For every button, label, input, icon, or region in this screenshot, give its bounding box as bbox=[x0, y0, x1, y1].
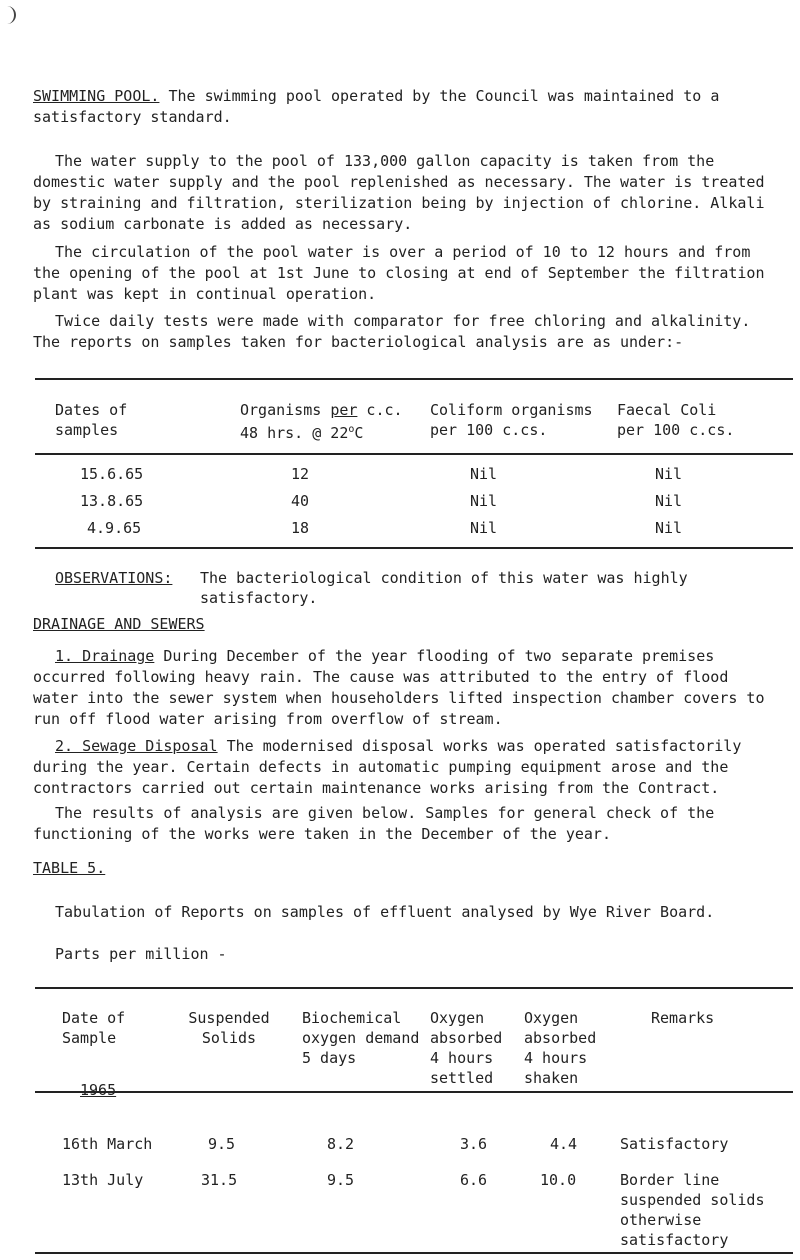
tests-paragraph: Twice daily tests were made with comparator for free chloring and alkalinity. The reports on samples taken for bacteriological analysis are as under:- bbox=[33, 312, 751, 351]
pool-col-header-dates: Dates of samples bbox=[55, 401, 128, 439]
drainage-heading: DRAINAGE AND SEWERS bbox=[33, 615, 205, 633]
pool-col-header-coliform: Coliform organisms per 100 c.cs. bbox=[430, 401, 593, 439]
page-edge-mark bbox=[4, 6, 16, 24]
pool-date: 4.9.65 bbox=[87, 519, 142, 537]
pool-date: 15.6.65 bbox=[80, 465, 144, 483]
pool-organisms: 12 bbox=[290, 465, 310, 483]
pool-coliform: Nil bbox=[470, 519, 498, 537]
table5-col-header-oxygen-shaken: Oxygen absorbed 4 hours shaken bbox=[524, 1009, 597, 1087]
table5-label: TABLE 5. bbox=[33, 859, 106, 877]
circulation-paragraph: The circulation of the pool water is over a period of 10 to 12 hours and from the opening of the pool at 1st June to closing at end of September the filtration plant was kept in continual operation. bbox=[33, 243, 765, 303]
pool-faecal: Nil bbox=[655, 465, 683, 483]
table5-oxygen-shaken: 4.4 bbox=[550, 1135, 578, 1153]
sewage-item-text: The modernised disposal works was operated satisfactorily during the year. Certain defects in automatic pumping equipment arose and the contractors carried out certain maintenance works arising from the Contract. bbox=[33, 737, 742, 797]
table5-oxygen-settled: 6.6 bbox=[460, 1171, 488, 1189]
pool-date: 13.8.65 bbox=[80, 492, 144, 510]
results-paragraph: The results of analysis are given below. Samples for general check of the functioning of the works were taken in the December of the year. bbox=[33, 804, 715, 843]
pool-table-bottom-rule bbox=[35, 547, 793, 549]
swimming-pool-heading: SWIMMING POOL. bbox=[33, 87, 160, 105]
table5-header-rule bbox=[35, 1091, 793, 1093]
pool-coliform: Nil bbox=[470, 492, 498, 510]
table5-units: Parts per million - bbox=[55, 945, 227, 963]
table5-bod: 8.2 bbox=[327, 1135, 355, 1153]
drainage-item-text: During December of the year flooding of two separate premises occurred following heavy rain. The cause was attributed to the entry of flood water into the sewer system when householders lifted inspection chamber covers to run off flood water arising from overflow of stream. bbox=[33, 647, 765, 728]
table5-oxygen-shaken: 10.0 bbox=[540, 1171, 577, 1189]
table5-top-rule bbox=[35, 987, 793, 989]
pool-col-header-organisms: Organisms per c.c. 48 hrs. @ 22$^o$C bbox=[240, 401, 403, 442]
table5-oxygen-settled: 3.6 bbox=[460, 1135, 488, 1153]
pool-col-header-faecal: Faecal Coli per 100 c.cs. bbox=[617, 401, 735, 439]
drainage-item-label: 1. Drainage bbox=[55, 647, 155, 665]
swimming-intro-paragraph bbox=[33, 86, 778, 128]
table5-col-header-suspended: Suspended Solids bbox=[188, 1009, 270, 1047]
table5-col-header-bod: Biochemical oxygen demand 5 days bbox=[302, 1009, 420, 1067]
table5-date: 16th March bbox=[62, 1135, 153, 1153]
swimming-intro-text: The swimming pool operated by the Council was maintained to a satisfactory standard. bbox=[33, 87, 720, 126]
table5-suspended: 9.5 bbox=[208, 1135, 236, 1153]
observations-label: OBSERVATIONS: bbox=[55, 569, 173, 587]
table5-col-header-remarks: Remarks bbox=[651, 1009, 715, 1027]
water-supply-paragraph: The water supply to the pool of 133,000 gallon capacity is taken from the domestic water supply and the pool replenished as necessary. The water is treated by straining and filtration, sterilization being by injection of chlorine. Alkali as sodium carbonate is added as necessary. bbox=[33, 152, 765, 233]
pool-organisms: 18 bbox=[290, 519, 310, 537]
sewage-disposal-paragraph bbox=[33, 736, 778, 799]
table5-bod: 9.5 bbox=[327, 1171, 355, 1189]
pool-faecal: Nil bbox=[655, 492, 683, 510]
table5-caption: Tabulation of Reports on samples of effluent analysed by Wye River Board. bbox=[55, 903, 715, 921]
table5-col-header-date: Date of Sample bbox=[62, 1009, 126, 1047]
pool-organisms: 40 bbox=[290, 492, 310, 510]
table5-remarks: Satisfactory bbox=[620, 1135, 729, 1153]
table5-remarks: Border line suspended solids otherwise satisfactory bbox=[620, 1171, 765, 1249]
table5-year: 1965 bbox=[80, 1081, 117, 1099]
table5-bottom-rule bbox=[35, 1252, 793, 1254]
pool-faecal: Nil bbox=[655, 519, 683, 537]
observations-text: The bacteriological condition of this water was highly satisfactory. bbox=[200, 569, 688, 607]
table5-date: 13th July bbox=[62, 1171, 144, 1189]
drainage-paragraph bbox=[33, 646, 778, 730]
table5-col-header-oxygen-settled: Oxygen absorbed 4 hours settled bbox=[430, 1009, 503, 1087]
pool-coliform: Nil bbox=[470, 465, 498, 483]
pool-table-top-rule bbox=[35, 378, 793, 380]
pool-table-header-rule bbox=[35, 453, 793, 455]
sewage-item-label: 2. Sewage Disposal bbox=[55, 737, 218, 755]
table5-suspended: 31.5 bbox=[201, 1171, 238, 1189]
